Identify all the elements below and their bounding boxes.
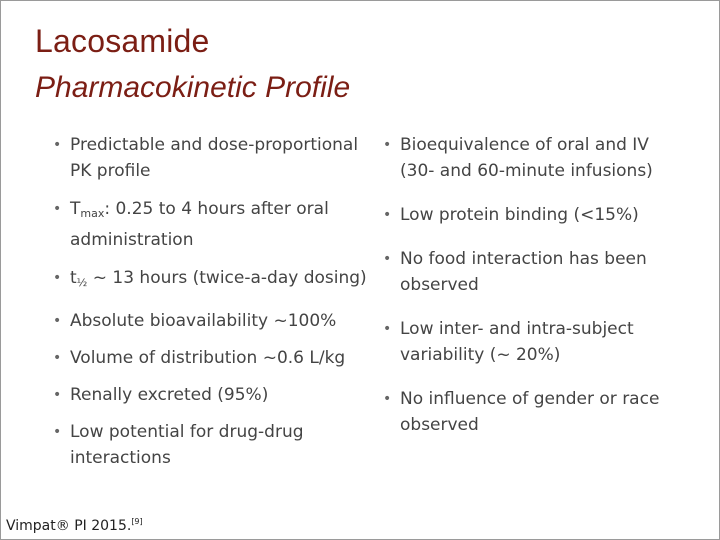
list-item: [383, 386, 683, 438]
bullet-icon: •: [383, 207, 392, 223]
bullet-text: No influence of gender or race observed: [400, 389, 660, 435]
bullet-icon: •: [53, 313, 62, 329]
slide-title: Lacosamide: [35, 23, 210, 59]
bullet-text-rest: ~ 13 hours (twice-a-day dosing): [87, 268, 367, 288]
list-item: [383, 316, 683, 368]
bullet-icon: •: [53, 270, 62, 286]
list-item: [53, 132, 373, 184]
right-bullet-list: [383, 132, 683, 438]
bullet-text-prefix: t: [70, 268, 77, 288]
list-item: [53, 265, 373, 296]
citation-reference: [9]: [131, 517, 143, 526]
bullet-text: Renally excreted (95%): [70, 385, 269, 405]
list-item: [53, 308, 373, 334]
list-item: [53, 196, 373, 253]
bullet-text: Absolute bioavailability ~100%: [70, 311, 337, 331]
bullet-text: Volume of distribution ~0.6 L/kg: [70, 348, 346, 368]
bullet-icon: •: [53, 350, 62, 366]
bullet-icon: •: [383, 321, 392, 337]
bullet-text-rest: : 0.25 to 4 hours after oral administration: [70, 199, 329, 250]
bullet-icon: •: [383, 251, 392, 267]
bullet-text: No food interaction has been observed: [400, 249, 647, 295]
list-item: [383, 202, 683, 228]
citation-footer: [6, 517, 143, 534]
bullet-icon: •: [53, 201, 62, 217]
slide-subtitle: Pharmacokinetic Profile: [35, 71, 351, 104]
bullet-text: Predictable and dose-proportional PK profile: [70, 135, 359, 181]
bullet-icon: •: [53, 424, 62, 440]
left-bullet-list: [53, 132, 373, 471]
bullet-text-subscript: max: [80, 207, 105, 220]
bullet-icon: •: [383, 137, 392, 153]
bullet-icon: •: [53, 137, 62, 153]
bullet-text-subscript: ½: [76, 276, 88, 289]
list-item: [53, 382, 373, 408]
list-item: [383, 246, 683, 298]
left-column: [53, 132, 373, 471]
bullet-text: Bioequivalence of oral and IV (30- and 60-minute infusions): [400, 135, 653, 181]
bullet-text: Low potential for drug-drug interactions: [70, 422, 304, 468]
bullet-text: Low inter- and intra-subject variability (~ 20%): [400, 319, 634, 365]
bullet-icon: •: [53, 387, 62, 403]
citation-text: Vimpat® PI 2015.: [6, 518, 132, 534]
list-item: [383, 132, 683, 184]
list-item: [53, 419, 373, 471]
bullet-text-prefix: T: [70, 199, 81, 219]
bullet-text: Low protein binding (<15%): [400, 205, 639, 225]
right-column: [383, 132, 683, 438]
bullet-icon: •: [383, 391, 392, 407]
list-item: [53, 345, 373, 371]
